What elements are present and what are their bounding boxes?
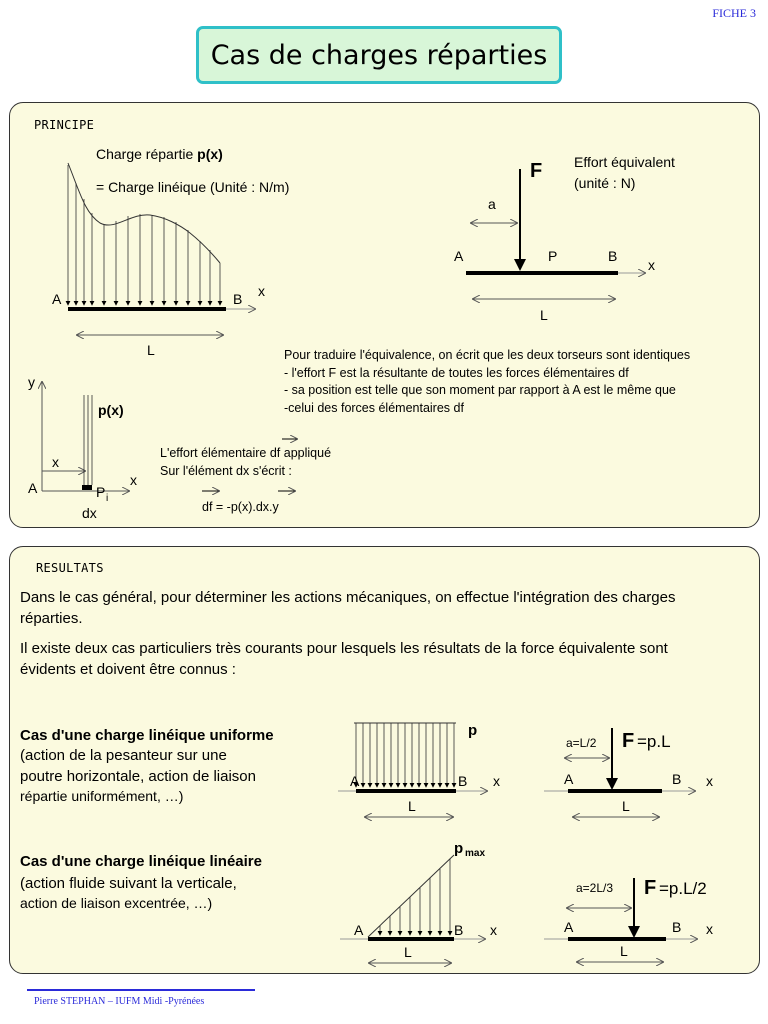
case1-res-A-label: A [564,771,574,787]
case2-p-label: p [454,840,464,857]
torseur-line-1: Pour traduire l'équivalence, on écrit que les deux torseurs sont identiques [284,348,691,362]
distributed-load-diagram [40,153,280,363]
torseur-line-4: -celui des forces élémentaires df [284,400,464,415]
left-A-label: A [52,291,62,307]
page-title: Cas de charges réparties [196,26,562,84]
case2-res-L-label: L [620,943,628,959]
case2-title: Cas d'une charge linéique linéaire [20,853,262,870]
right-A-label: A [454,248,464,264]
left-x-label: x [258,283,265,299]
right-x-label: x [648,257,655,273]
case2-x-label: x [490,922,497,938]
effort-equivalent-text: Effort équivalent [574,154,675,170]
fiche-number: FICHE 3 [712,6,756,20]
case2-res-x-label: x [706,921,713,937]
case1-F-formula: =p.L [637,732,671,751]
case1-res-x-label: x [706,773,713,789]
case1-line2: poutre horizontale, action de liaison [20,768,256,785]
right-L-label: L [540,307,548,323]
principe-panel [9,102,760,528]
right-a-label: a [488,196,496,212]
case2-F-formula: =p.L/2 [659,879,707,898]
case2-res-A-label: A [564,919,574,935]
para-particuliers: Il existe deux cas particuliers très courants pour lesquels les résultats de la force équivalente sont évidents et doivent être connus : [20,640,668,678]
case2-A-label: A [354,922,364,938]
principe-label: PRINCIPE [34,118,95,132]
charge-lineique-text: = Charge linéique (Unité : N/m) [96,179,290,195]
linear-load-diagram [328,837,538,967]
case1-title: Cas d'une charge linéique uniforme [20,727,274,744]
elem-y-label: y [28,374,35,390]
case1-line3: répartie uniformément, …) [20,788,184,804]
case2-L-label: L [404,944,412,960]
case2-res-B-label: B [672,919,682,935]
elementary-force-diagram [20,373,160,523]
resultats-label: RESULTATS [36,561,104,575]
case2-B-label: B [454,922,464,938]
case1-L-label: L [408,798,416,814]
left-L-label: L [147,342,155,358]
case2-line2: action de liaison excentrée, …) [20,895,213,911]
elem-formula: df = -p(x).dx.y [202,500,279,514]
torseur-text [284,347,690,417]
elem-dx-label: dx [82,505,97,521]
case1-a-label: a=L/2 [566,736,597,750]
case1-x-label: x [493,773,500,789]
torseur-line-2: - l'effort F est la résultante de toutes les forces élémentaires df [284,365,629,380]
torseur-line-3: - sa position est telle que son moment par rapport à A est le même que [284,383,676,397]
equivalent-force-diagram [440,153,700,328]
elem-line-1: L'effort élémentaire df appliqué [160,446,332,460]
case2-pmax-sub: max [465,848,486,859]
para-general: Dans le cas général, pour déterminer les actions mécaniques, on effectue l'intégration des charges réparties. [20,589,676,627]
elem-x-label: x [52,454,59,470]
charge-prefix: Charge répartie [96,146,198,162]
right-P-label: P [548,248,558,264]
footer-divider [27,989,255,991]
case1-line1: (action de la pesanteur sur une [20,747,227,764]
case2-F-label: F [644,877,657,899]
elem-i-label: i [106,493,109,504]
case1-p-label: p [468,722,478,739]
case1-res-L-label: L [622,798,630,814]
case2-line1: (action fluide suivant la verticale, [20,875,237,892]
resultats-panel [9,546,760,974]
right-B-label: B [608,248,618,264]
case2-a-label: a=2L/3 [576,881,614,895]
elem-A-label: A [28,480,38,496]
uniform-load-diagram [328,717,528,827]
elem-xaxis-label: x [130,472,137,488]
case1-F-label: F [622,730,635,752]
charge-px: p(x) [197,146,223,162]
linear-result-diagram [540,872,750,972]
elem-line-2: Sur l'élément dx s'écrit : [160,464,292,478]
footer-author: Pierre STEPHAN – IUFM Midi -Pyrénées [34,996,205,1007]
case1-res-B-label: B [672,771,682,787]
case1-A-label: A [350,773,360,789]
elem-P-label: P [96,484,106,500]
elem-px-label: p(x) [98,402,124,418]
effort-unite-text: (unité : N) [574,175,636,191]
right-F-label: F [530,160,543,182]
left-B-label: B [233,291,243,307]
case1-B-label: B [458,773,468,789]
uniform-result-diagram [540,722,750,822]
